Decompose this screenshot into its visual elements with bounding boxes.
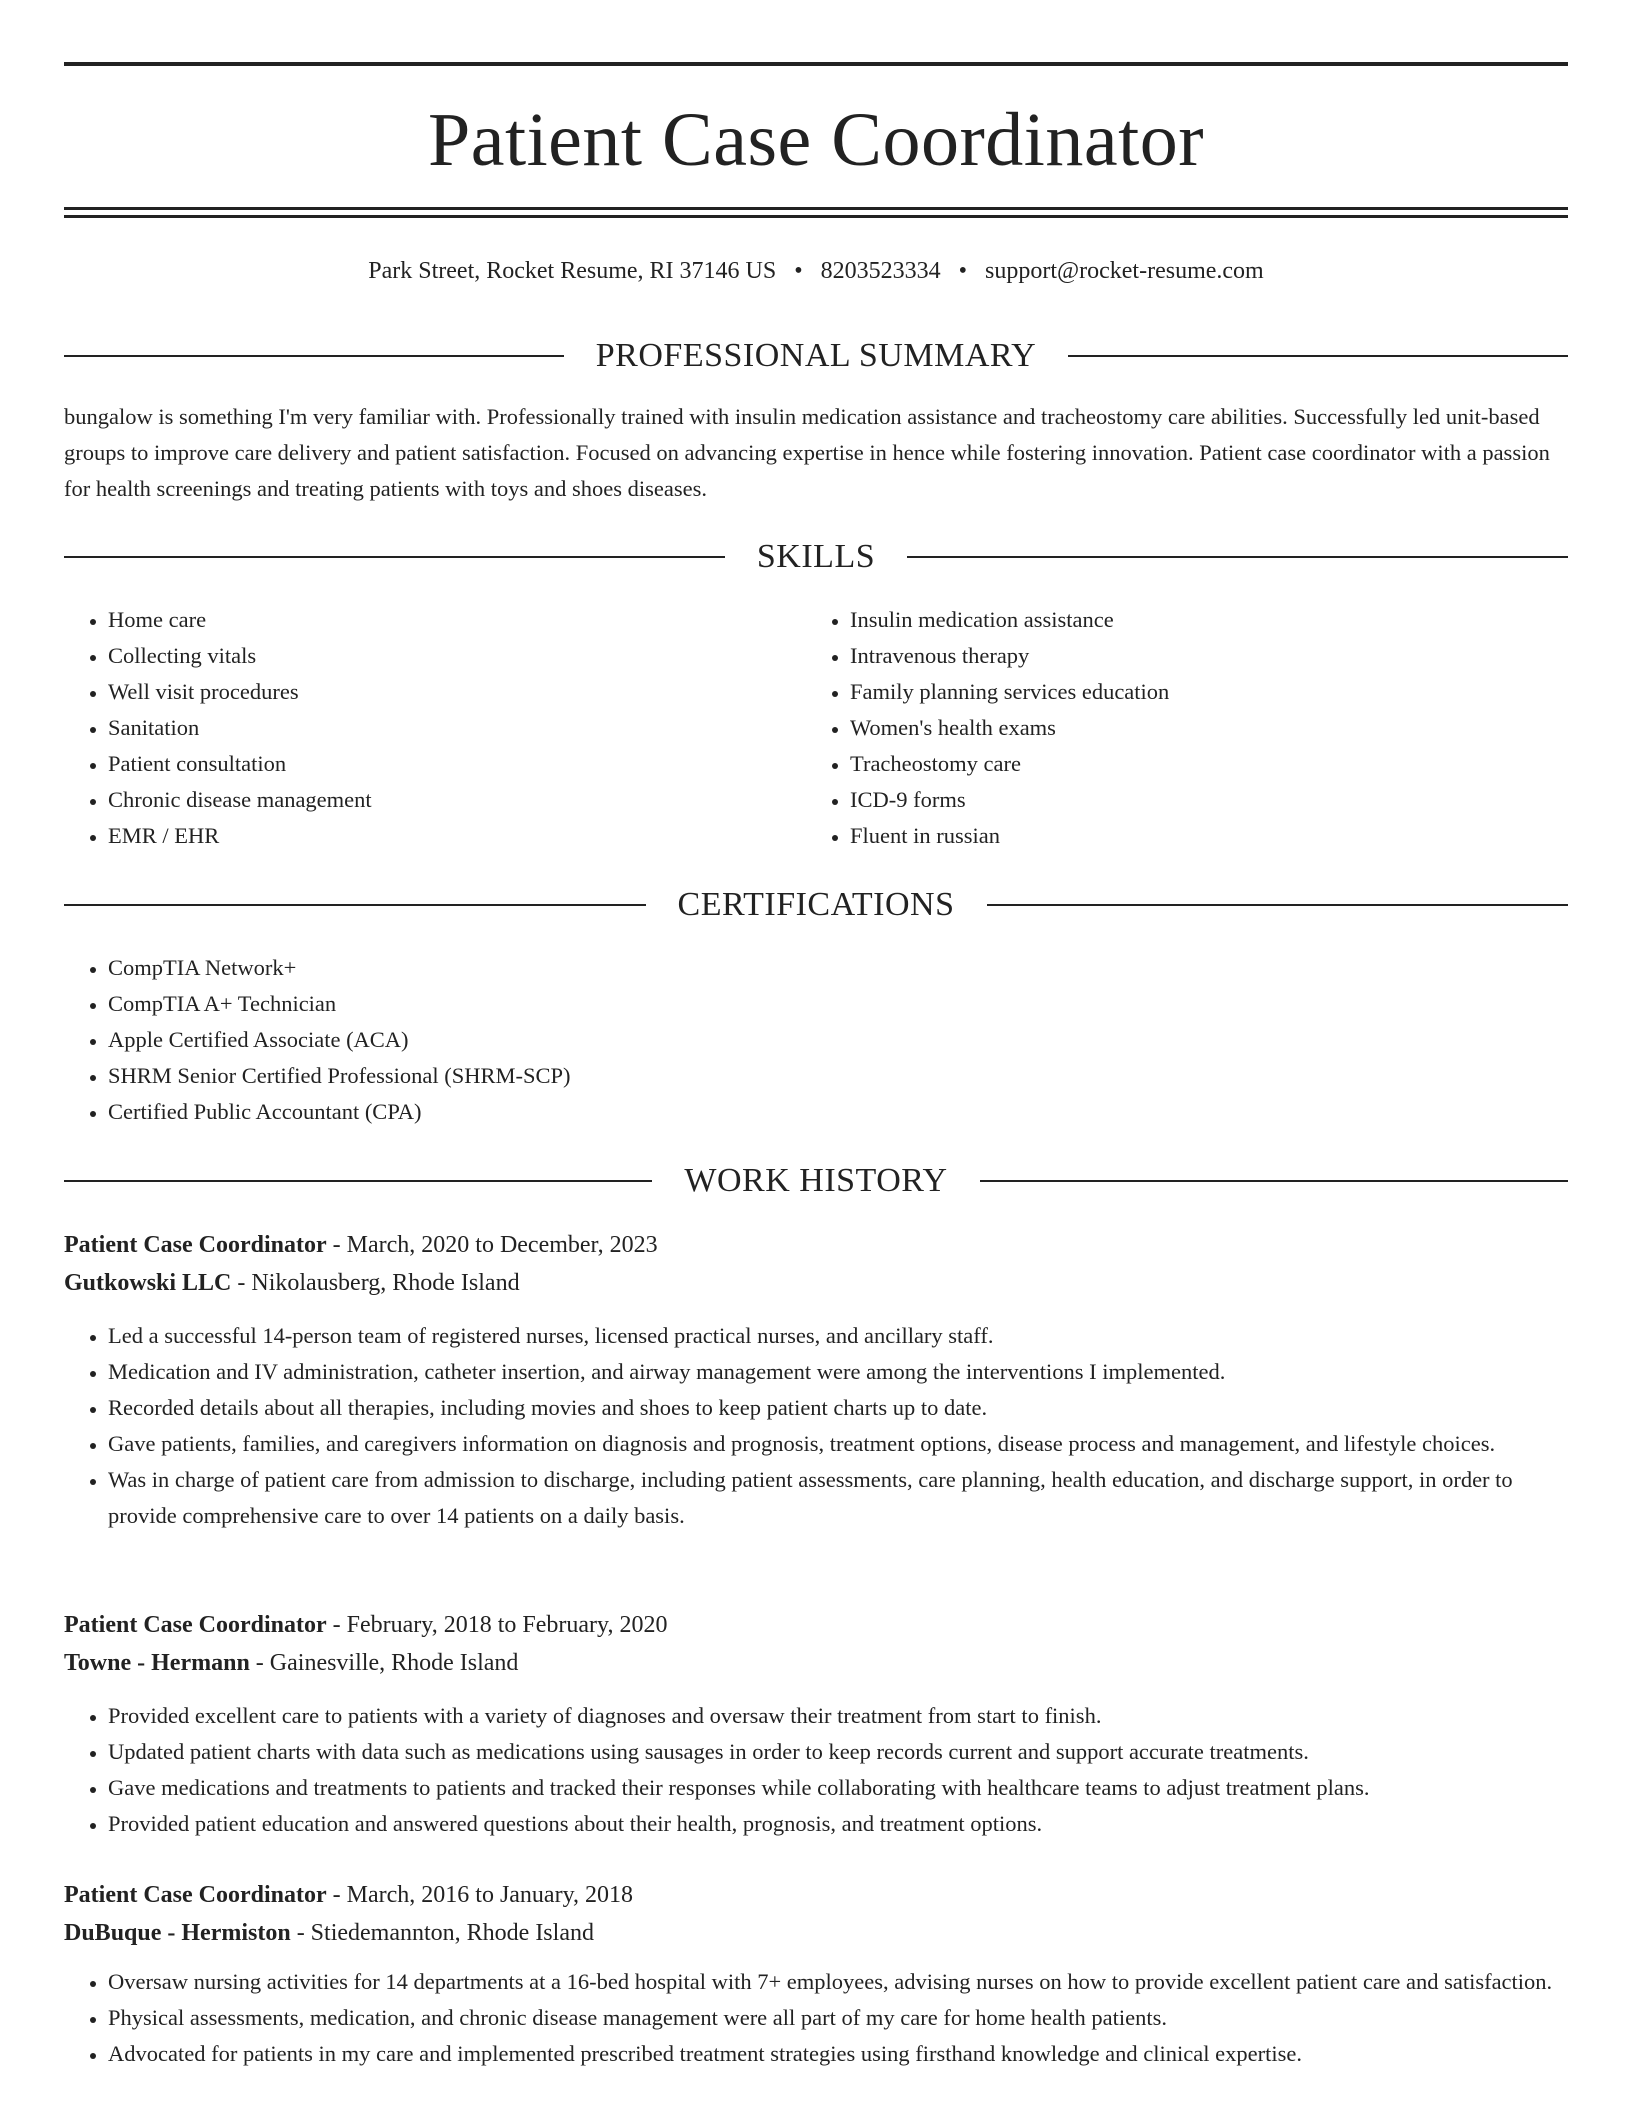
resume-name: Patient Case Coordinator	[427, 98, 1205, 182]
job-bullet-item: • Gave medications and treatments to patients and tracked their responses while collaborating with healthcare teams to adjust treatment plans.	[108, 1770, 1568, 1806]
job-bullet-item: • Recorded details about all therapies, including movies and shoes to keep patient charts up to date.	[108, 1390, 1568, 1426]
skills-list-right	[806, 602, 1506, 854]
certification-item: • Certified Public Accountant (CPA)	[108, 1094, 1064, 1130]
job-bullet-item: • Was in charge of patient care from admission to discharge, including patient assessments, care planning, health education, and discharge support, in order to provide comprehensive care to over 14 patients on a daily basis.	[108, 1462, 1568, 1534]
skill-item: • ICD-9 forms	[850, 782, 1506, 818]
skill-item: • Tracheostomy care	[850, 746, 1506, 782]
contact-separator: •	[794, 258, 803, 284]
section-rule	[64, 1180, 652, 1182]
summary-text: bungalow is something I'm very familiar with. Professionally trained with insulin medication assistance and tracheostomy care abilities. Successfully led unit-based groups to improve care delivery and patient satisfaction. Focused on advancing expertise in hence while fostering innovation. Patient case coordinator with a passion for health screenings and treating patients with toys and shoes diseases.	[64, 404, 1550, 501]
job-location: - Nikolausberg, Rhode Island	[231, 1270, 520, 1296]
skill-item: • Well visit procedures	[108, 674, 764, 710]
job-company: Gutkowski LLC	[64, 1270, 232, 1296]
job-company-line	[64, 1914, 1568, 1952]
job-company: DuBuque - Hermiston	[64, 1920, 291, 1946]
job-bullet-item: • Provided excellent care to patients with a variety of diagnoses and oversaw their treatment from start to finish.	[108, 1698, 1568, 1734]
section-rule	[907, 556, 1568, 558]
skill-item: • Collecting vitals	[108, 638, 764, 674]
job-bullet-item: • Advocated for patients in my care and implemented prescribed treatment strategies using firsthand knowledge and clinical expertise.	[108, 2036, 1568, 2072]
job-dates: - February, 2018 to February, 2020	[326, 1612, 668, 1638]
skills-column-left	[64, 602, 764, 854]
section-rule	[64, 355, 564, 357]
section-title-summary: PROFESSIONAL SUMMARY	[595, 337, 1037, 374]
skill-item: • Fluent in russian	[850, 818, 1506, 854]
certification-item: • CompTIA Network+	[108, 950, 1064, 986]
section-title-work: WORK HISTORY	[684, 1162, 948, 1199]
skill-item: • Women's health exams	[850, 710, 1506, 746]
section-rule	[64, 904, 646, 906]
skill-item: • Sanitation	[108, 710, 764, 746]
job-bullets	[64, 1318, 1568, 1534]
section-title-certifications: CERTIFICATIONS	[677, 886, 955, 923]
contact-address: Park Street, Rocket Resume, RI 37146 US	[368, 258, 777, 284]
header-rule-upper	[64, 207, 1568, 210]
contact-line	[64, 254, 1568, 288]
job-location: - Gainesville, Rhode Island	[249, 1650, 519, 1676]
job-title: Patient Case Coordinator	[64, 1882, 327, 1908]
section-rule	[64, 556, 725, 558]
contact-phone: 8203523334	[820, 258, 941, 284]
contact-email: support@rocket-resume.com	[985, 258, 1264, 284]
job-company-line	[64, 1264, 1568, 1302]
job-company-line	[64, 1644, 1568, 1682]
job-bullet-item: • Led a successful 14-person team of registered nurses, licensed practical nurses, and ancillary staff.	[108, 1318, 1568, 1354]
skills-list-left	[64, 602, 764, 854]
job-bullet-item: • Oversaw nursing activities for 14 departments at a 16-bed hospital with 7+ employees, advising nurses on how to provide excellent patient care and satisfaction.	[108, 1964, 1568, 2000]
job-bullet-item: • Gave patients, families, and caregivers information on diagnosis and prognosis, treatment options, disease process and management, and lifestyle choices.	[108, 1426, 1568, 1462]
skill-item: • Chronic disease management	[108, 782, 764, 818]
section-title-skills: SKILLS	[756, 538, 876, 575]
section-header-summary	[64, 334, 1568, 378]
job-dates: - March, 2020 to December, 2023	[326, 1232, 658, 1258]
job-entry	[64, 1606, 1568, 1842]
section-rule	[987, 904, 1569, 906]
section-rule	[980, 1180, 1568, 1182]
section-header-skills	[64, 535, 1568, 579]
skill-item: • EMR / EHR	[108, 818, 764, 854]
skill-item: • Insulin medication assistance	[850, 602, 1506, 638]
job-bullets	[64, 1698, 1568, 1842]
job-title: Patient Case Coordinator	[64, 1612, 327, 1638]
job-entry	[64, 1876, 1568, 2072]
job-dates: - March, 2016 to January, 2018	[326, 1882, 634, 1908]
job-bullets	[64, 1964, 1568, 2072]
skill-item: • Intravenous therapy	[850, 638, 1506, 674]
certification-item: • CompTIA A+ Technician	[108, 986, 1064, 1022]
job-bullet-item: • Medication and IV administration, catheter insertion, and airway management were among the interventions I implemented.	[108, 1354, 1568, 1390]
skill-item: • Home care	[108, 602, 764, 638]
job-bullet-item: • Provided patient education and answered questions about their health, prognosis, and treatment options.	[108, 1806, 1568, 1842]
job-company: Towne - Hermann	[64, 1650, 250, 1676]
job-bullet-item: • Physical assessments, medication, and chronic disease management were all part of my care for home health patients.	[108, 2000, 1568, 2036]
job-bullet-item: • Updated patient charts with data such as medications using sausages in order to keep records current and support accurate treatments.	[108, 1734, 1568, 1770]
certifications-list	[64, 950, 1064, 1130]
header-rule-lower	[64, 215, 1568, 218]
top-rule	[64, 62, 1568, 66]
skill-item: • Patient consultation	[108, 746, 764, 782]
section-header-certifications	[64, 883, 1568, 927]
section-rule	[1068, 355, 1568, 357]
contact-separator: •	[958, 258, 968, 284]
skill-item: • Family planning services education	[850, 674, 1506, 710]
job-location: - Stiedemannton, Rhode Island	[290, 1920, 594, 1946]
certification-item: • Apple Certified Associate (ACA)	[108, 1022, 1064, 1058]
section-header-work	[64, 1159, 1568, 1203]
job-title: Patient Case Coordinator	[64, 1232, 327, 1258]
certification-item: • SHRM Senior Certified Professional (SHRM-SCP)	[108, 1058, 1064, 1094]
job-title-line	[64, 1226, 1568, 1264]
job-entry	[64, 1226, 1568, 1534]
job-title-line	[64, 1876, 1568, 1914]
job-title-line	[64, 1606, 1568, 1644]
certifications-block	[64, 950, 1064, 1130]
skills-column-right	[806, 602, 1506, 854]
